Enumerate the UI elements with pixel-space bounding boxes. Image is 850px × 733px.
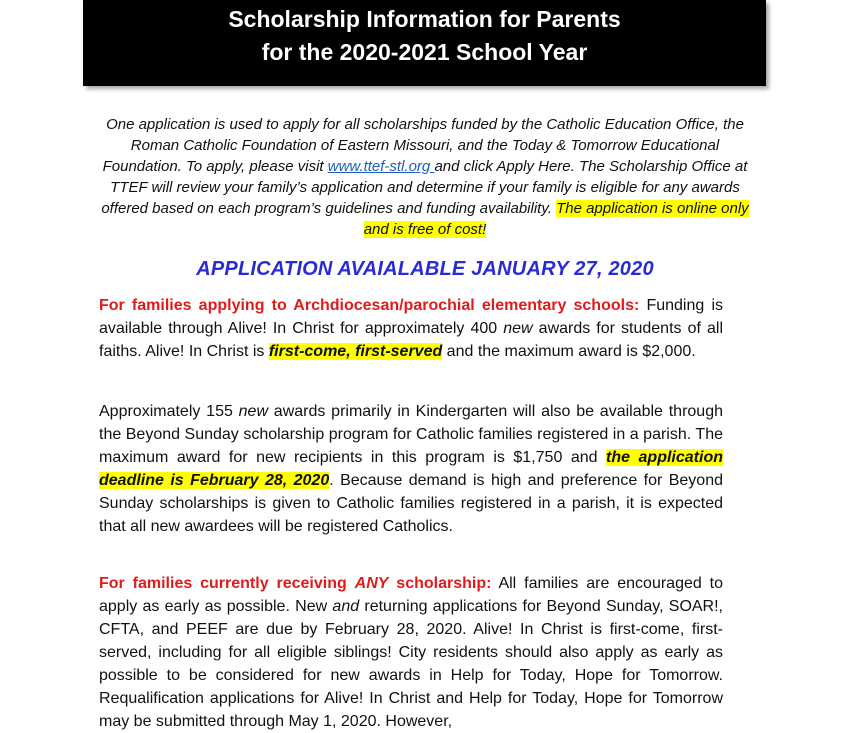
p1-text-3: and the maximum award is $2,000. xyxy=(442,343,696,360)
p3-text-2: returning applications for Beyond Sunday, SOAR!, CFTA, and PEEF are due by February 28, 2020. Alive! In Christ is first-come, first-served, including for all eligible siblings! City residents should also apply as early as possible to be considered for new awards in Help for Today, Hope for Tomorrow. Requalification applications for Alive! In Christ and Help for Today, Hope for Tomorrow may be submitted through May 1, 2020. However, xyxy=(99,598,724,730)
p1-new: new xyxy=(503,320,533,337)
deadline-highlight: the application deadline is February 28, 2020 xyxy=(99,449,723,489)
ttef-website-link[interactable]: www.ttef-stl.org xyxy=(327,158,435,175)
title-line-1: Scholarship Information for Parents xyxy=(228,6,621,32)
first-come-highlight: first-come, first-served xyxy=(268,343,443,360)
title-banner xyxy=(83,0,766,86)
p2-text-3: . Because demand is high and preference for Beyond Sunday scholarships is given to Catholic families registered in a parish, it is expected that all new awardees will be registered Catholics. xyxy=(99,472,723,535)
intro-text-b: and click Apply Here. The Scholarship Office at TTEF will review your family’s application and determine if your family is eligible for any awards offered based on each program’s guidelines and funding availability. xyxy=(101,158,748,217)
p1-text-1: Funding is available through Alive! In Christ for approximately 400 xyxy=(99,297,723,337)
application-available-heading: APPLICATION AVAIALABLE JANUARY 27, 2020 xyxy=(196,258,654,280)
p2-text-2: awards primarily in Kindergarten will also be available through the Beyond Sunday scholarship program for Catholic families registered in a parish. The maximum award for new recipients in this program is $1,750 and xyxy=(99,403,723,466)
free-of-cost-highlight: The application is online only and is free of cost! xyxy=(363,200,749,238)
archdiocesan-lead: For families applying to Archdiocesan/parochial elementary schools: xyxy=(99,297,640,314)
p3-and: and xyxy=(332,598,360,615)
p3-text-1: All families are encouraged to apply as early as possible. New xyxy=(99,575,724,615)
p1-text-2: awards for students of all faiths. Alive! In Christ is xyxy=(99,320,723,360)
p2-text-1: Approximately 155 xyxy=(99,403,239,420)
current-lead-any: ANY xyxy=(354,575,389,592)
beyond-sunday-paragraph xyxy=(99,400,723,538)
current-lead-a: For families currently receiving xyxy=(99,575,355,592)
current-recipients-paragraph xyxy=(99,572,723,733)
intro-paragraph xyxy=(96,114,754,240)
archdiocesan-schools-paragraph xyxy=(99,294,723,363)
intro-text-a: One application is used to apply for all scholarships funded by the Catholic Education Office, the Roman Catholic Foundation of Eastern Missouri, and the Today & Tomorrow Educational Foundation. To apply, please visit xyxy=(102,116,744,175)
title-line-2: for the 2020-2021 School Year xyxy=(261,39,588,65)
current-lead-b: scholarship: xyxy=(388,575,492,592)
p2-new: new xyxy=(238,403,269,420)
